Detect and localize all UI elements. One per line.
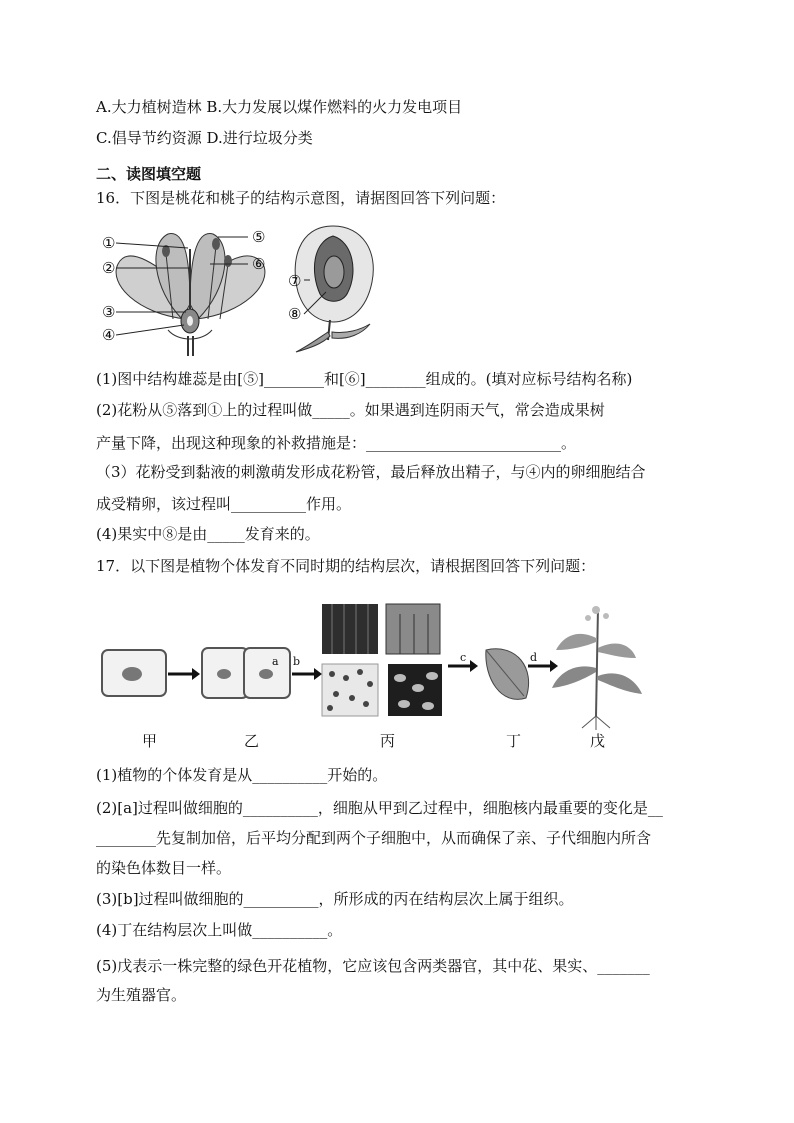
flower-label-4: ④ — [102, 326, 116, 344]
stage-wu: 戊 — [590, 732, 606, 750]
section-title: 二、读图填空题 — [96, 165, 202, 183]
q17-title: 17．以下图是植物个体发育不同时期的结构层次，请根据图回答下列问题： — [96, 557, 596, 575]
q16-p1: (1)图中结构雄蕊是由[⑤]________和[⑥]________组成的。(填对应标号结构名称) — [96, 370, 633, 388]
q17-p2a: (2)[a]过程叫做细胞的__________，细胞从甲到乙过程中，细胞核内最重要的变化是__ — [96, 799, 663, 817]
flower-label-1: ① — [102, 234, 116, 252]
q17-p2c: 的染色体数目一样。 — [96, 859, 232, 877]
q17-p1: (1)植物的个体发育是从__________开始的。 — [96, 766, 388, 784]
flower-label-6: ⑥ — [252, 255, 266, 273]
arrow-label-a: a — [272, 655, 279, 668]
stage-bing: 丙 — [380, 732, 396, 750]
fruit-label-7: ⑦ — [288, 272, 302, 290]
q17-p5b: 为生殖器官。 — [96, 986, 187, 1004]
q16-p4: (4)果实中⑧是由_____发育来的。 — [96, 525, 320, 543]
q15-options-ab: A.大力植树造林 B.大力发展以煤作燃料的火力发电项目 — [96, 98, 463, 116]
peach-flower-diagram — [98, 224, 278, 356]
flower-label-2: ② — [102, 259, 116, 277]
peach-fruit-diagram — [288, 222, 378, 354]
stage-ding: 丁 — [506, 732, 522, 750]
plant-development-diagram — [96, 598, 656, 730]
q17-p3: (3)[b]过程叫做细胞的__________，所形成的丙在结构层次上属于组织。 — [96, 890, 574, 908]
q16-title: 16．下图是桃花和桃子的结构示意图，请据图回答下列问题： — [96, 189, 506, 207]
stage-jia: 甲 — [142, 732, 158, 750]
stage-yi: 乙 — [244, 732, 260, 750]
arrow-label-d: d — [530, 651, 538, 664]
flower-label-3: ③ — [102, 303, 116, 321]
flower-label-5: ⑤ — [252, 228, 266, 246]
q16-p3a: （3）花粉受到黏液的刺激萌发形成花粉管，最后释放出精子，与④内的卵细胞结合 — [96, 463, 646, 481]
q17-p5a: (5)戊表示一株完整的绿色开花植物，它应该包含两类器官，其中花、果实、_______ — [96, 957, 650, 975]
q16-p2a: (2)花粉从⑤落到①上的过程叫做_____。如果遇到连阴雨天气，常会造成果树 — [96, 401, 605, 419]
arrow-label-b: b — [293, 655, 301, 668]
q16-p2b: 产量下降，出现这种现象的补救措施是：__________________________。 — [96, 434, 577, 452]
q15-options-cd: C.倡导节约资源 D.进行垃圾分类 — [96, 129, 313, 147]
fruit-label-8: ⑧ — [288, 305, 302, 323]
q17-p4: (4)丁在结构层次上叫做__________。 — [96, 921, 343, 939]
q16-p3b: 成受精卵，该过程叫__________作用。 — [96, 495, 352, 513]
arrow-label-c: c — [460, 651, 467, 664]
q17-p2b: ________先复制加倍，后平均分配到两个子细胞中，从而确保了亲、子代细胞内所含 — [96, 829, 652, 847]
